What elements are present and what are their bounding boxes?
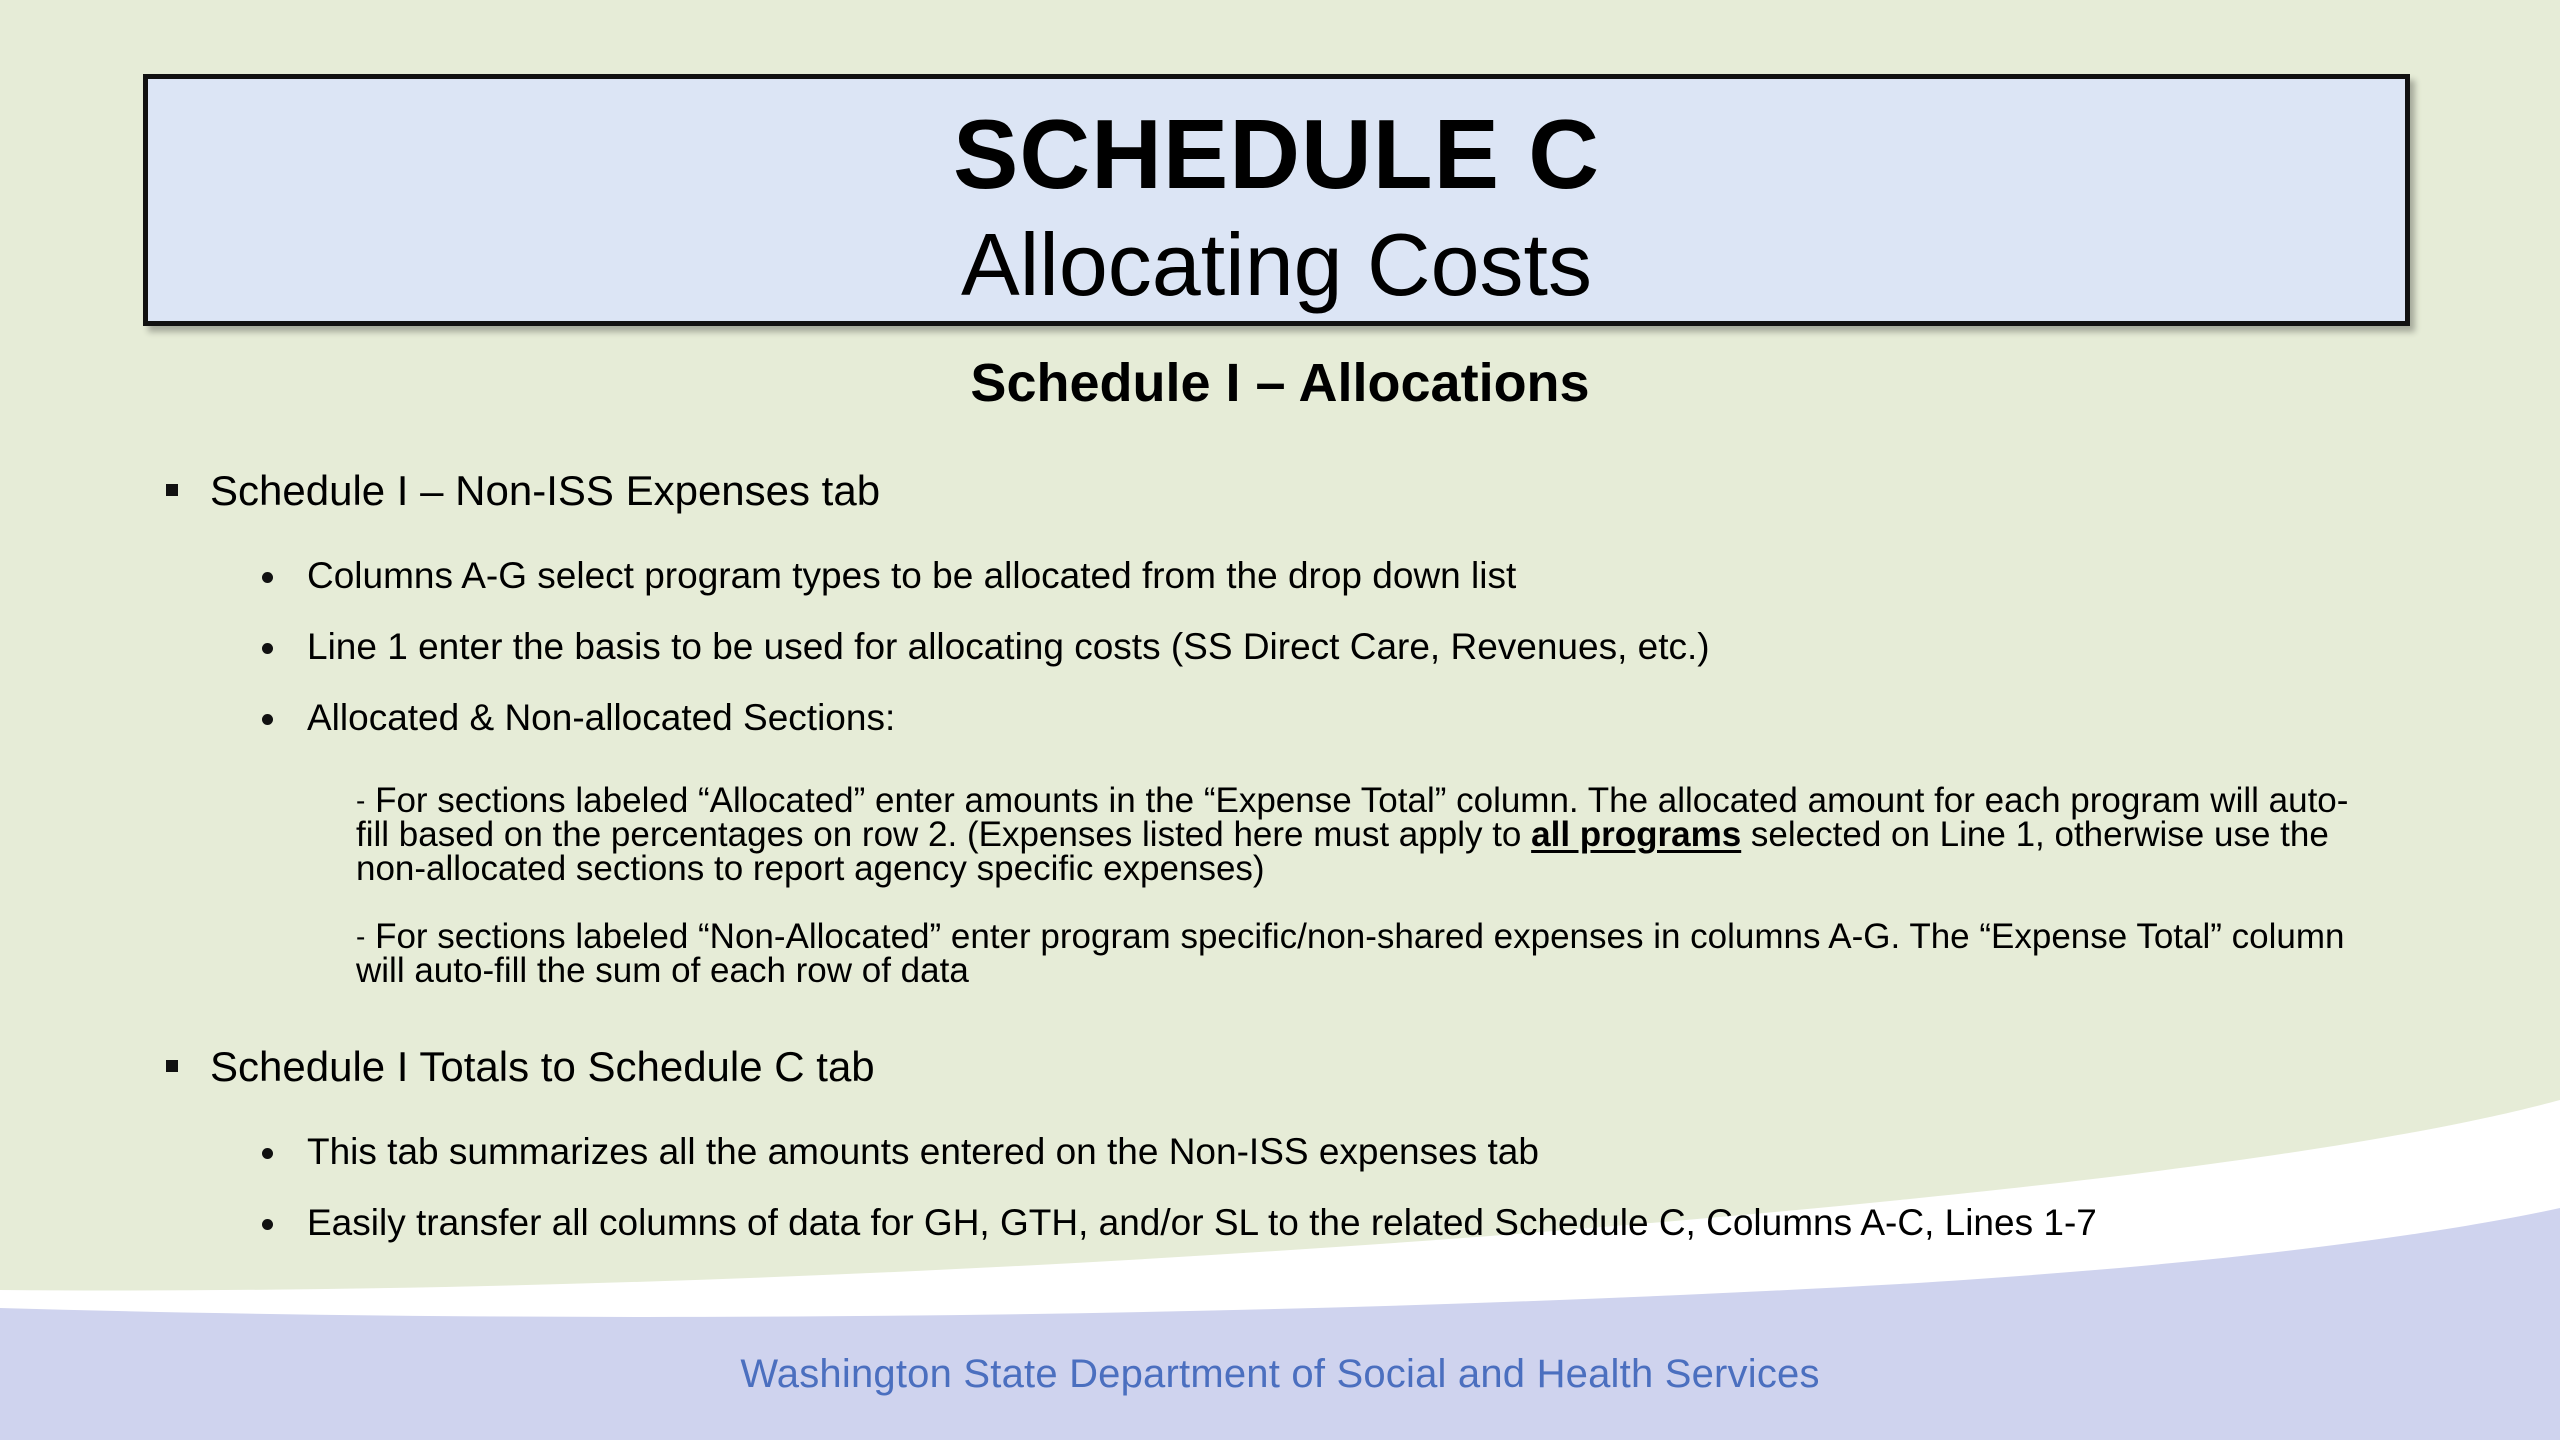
round-bullet-icon bbox=[262, 572, 273, 583]
square-bullet-icon bbox=[166, 484, 178, 496]
title-box bbox=[143, 74, 2410, 326]
section-heading: Schedule I – Allocations bbox=[970, 353, 1590, 413]
sub-bullet-label: Columns A-G select program types to be allocated from the drop down list bbox=[307, 555, 1517, 596]
round-bullet-icon bbox=[262, 714, 273, 725]
allocated-section-description bbox=[356, 781, 2376, 888]
allocated-text-end: selected on Line 1, otherwise use the non-allocated sections to report agency specific expenses) bbox=[356, 815, 2329, 888]
square-bullet-icon bbox=[166, 1060, 178, 1072]
main-bullet-label: Schedule I – Non-ISS Expenses tab bbox=[210, 467, 881, 514]
sub-bullet-label: This tab summarizes all the amounts entered on the Non-ISS expenses tab bbox=[307, 1131, 1539, 1172]
dash-marker: - bbox=[356, 921, 366, 952]
slide-title: SCHEDULE C bbox=[952, 99, 1601, 209]
sub-bullet-label: Easily transfer all columns of data for GH, GTH, and/or SL to the related Schedule C, Columns A-C, Lines 1-7 bbox=[307, 1202, 2097, 1243]
dash-marker: - bbox=[356, 785, 366, 816]
non-allocated-text: For sections labeled “Non-Allocated” enter program specific/non-shared expenses in columns A-G. The “Expense Total” column will auto-fill the sum of each row of data bbox=[356, 917, 2345, 990]
all-programs-emphasis: all programs bbox=[1531, 815, 1742, 854]
footer-agency-name: Washington State Department of Social and Health Services bbox=[740, 1352, 1820, 1396]
allocated-text-start: For sections labeled “Allocated” enter amounts in the “Expense Total” column. The allocated amount for each program will auto-fill based on the percentages on row 2. (Expenses listed here must apply to bbox=[356, 781, 2349, 854]
round-bullet-icon bbox=[262, 1148, 273, 1159]
non-allocated-section-description bbox=[356, 917, 2376, 990]
sub-bullet-label: Line 1 enter the basis to be used for allocating costs (SS Direct Care, Revenues, etc.) bbox=[307, 626, 1710, 667]
round-bullet-icon bbox=[262, 643, 273, 654]
sub-bullet-label: Allocated & Non-allocated Sections: bbox=[307, 697, 896, 738]
slide-subtitle: Allocating Costs bbox=[961, 215, 1592, 314]
main-bullet-label: Schedule I Totals to Schedule C tab bbox=[210, 1043, 875, 1090]
round-bullet-icon bbox=[262, 1219, 273, 1230]
